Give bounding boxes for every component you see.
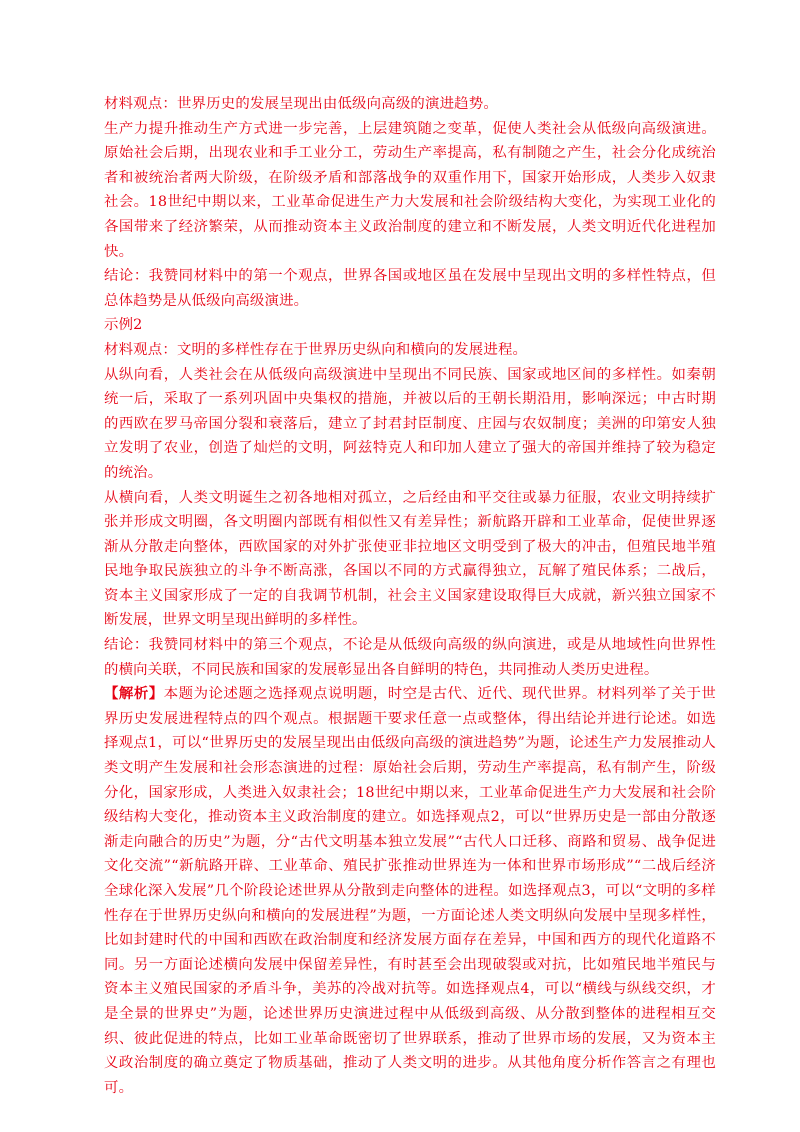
document-page: [104, 92, 716, 1100]
paragraph-conclusion-1: 结论：我赞同材料中的第一个观点，世界各国或地区虽在发展中呈现出文明的多样性特点，但总体趋势是从低级向高级演进。: [104, 268, 716, 309]
analysis-text: 本题为论述题之选择观点说明题，时空是古代、近代、现代世界。材料列举了关于世界历史发展进程特点的四个观点。根据题干要求任意一点或整体，得出结论并进行论述。如选择观点1，可以“世界历史的发展呈现出由低级向高级的演进趋势”为题，论述生产力发展推动人类文明产生发展和社会形态演进的过程：原始社会后期，劳动生产率提高，私有制产生，阶级分化，国家形成，人类进入奴隶社会；18世纪中期以来，工业革命促进生产力大发展和社会阶级结构大变化，推动资本主义政治制度的建立。如选择观点2，可以“世界历史是一部由分散逐渐走向融合的历史”为题，分“古代文明基本独立发展”“古代人口迁移、商路和贸易、战争促进文化交流”“新航路开辟、工业革命、殖民扩张推动世界连为一体和世界市场形成”“二战后经济全球化深入发展”几个阶段论述世界从分散到走向整体的进程。如选择观点3，可以“文明的多样性存在于世界历史纵向和横向的发展进程”为题，一方面论述人类文明纵向发展中呈现多样性，比如封建时代的中国和西欧在政治制度和经济发展方面存在差异，中国和西方的现代化道路不同。另一方面论述横向发展中保留差异性，有时甚至会出现破裂或对抗，比如殖民地半殖民与资本主义殖民国家的矛盾斗争，美苏的冷战对抗等。如选择观点4，可以“横线与纵线交织，才是全景的世界史”为题，论述世界历史演进过程中从低级到高级、从分散到整体的进程相互交织、彼此促进的特点，比如工业革命既密切了世界联系，推动了世界市场的发展，又为资本主义政治制度的确立奠定了物质基础，推动了人类文明的进步。从其他角度分析作答言之有理也可。: [104, 686, 716, 1096]
paragraph-horizontal-view: 从横向看，人类文明诞生之初各地相对孤立，之后经由和平交往或暴力征服，农业文明持续扩张并形成文明圈，各文明圈内部既有相似性又有差异性；新航路开辟和工业革命，促使世界逐渐从分散走向整体，西欧国家的对外扩张使亚非拉地区文明受到了极大的冲击，但殖民地半殖民地争取民族独立的斗争不断高涨，各国以不同的方式赢得独立，瓦解了殖民体系；二战后，资本主义国家形成了一定的自我调节机制，社会主义国家建设取得巨大成就，新兴独立国家不断发展，世界文明呈现出鲜明的多样性。: [104, 489, 716, 629]
example-2-heading: 示例2: [104, 317, 143, 334]
paragraph-viewpoint-1: 材料观点：世界历史的发展呈现出由低级向高级的演进趋势。: [104, 96, 498, 112]
paragraph-vertical-view: 从纵向看，人类社会在从低级向高级演进中呈现出不同民族、国家或地区间的多样性。如秦朝统一后，采取了一系列巩固中央集权的措施，并被以后的王朝长期沿用，影响深远；中古时期的西欧在罗马帝国分裂和衰落后，建立了封君封臣制度、庄园与农奴制度；美洲的印第安人独立发明了农业，创造了灿烂的文明，阿兹特克人和印加人建立了强大的帝国并维持了较为稳定的统治。: [104, 366, 716, 481]
paragraph-argument-1: 生产力提升推动生产方式进一步完善，上层建筑随之变革，促使人类社会从低级向高级演进。原始社会后期，出现农业和手工业分工，劳动生产率提高，私有制随之产生，社会分化成统治者和被统治者两大阶级，在阶级矛盾和部落战争的双重作用下，国家开始形成，人类步入奴隶社会。18世纪中期以来，工业革命促进生产力大发展和社会阶级结构大变化，为实现工业化的各国带来了经济繁荣，从而推动资本主义政治制度的建立和不断发展，人类文明近代化进程加快。: [104, 120, 716, 260]
analysis-tag: 【解析】: [104, 685, 164, 703]
analysis-paragraph: [104, 682, 716, 1100]
paragraph-viewpoint-2: 材料观点：文明的多样性存在于世界历史纵向和横向的发展进程。: [104, 341, 528, 358]
paragraph-conclusion-2: 结论：我赞同材料中的第三个观点，不论是从低级向高级的纵向演进，或是从地域性向世界性的横向关联，不同民族和国家的发展彰显出各自鲜明的特色，共同推动人类历史进程。: [104, 637, 716, 678]
